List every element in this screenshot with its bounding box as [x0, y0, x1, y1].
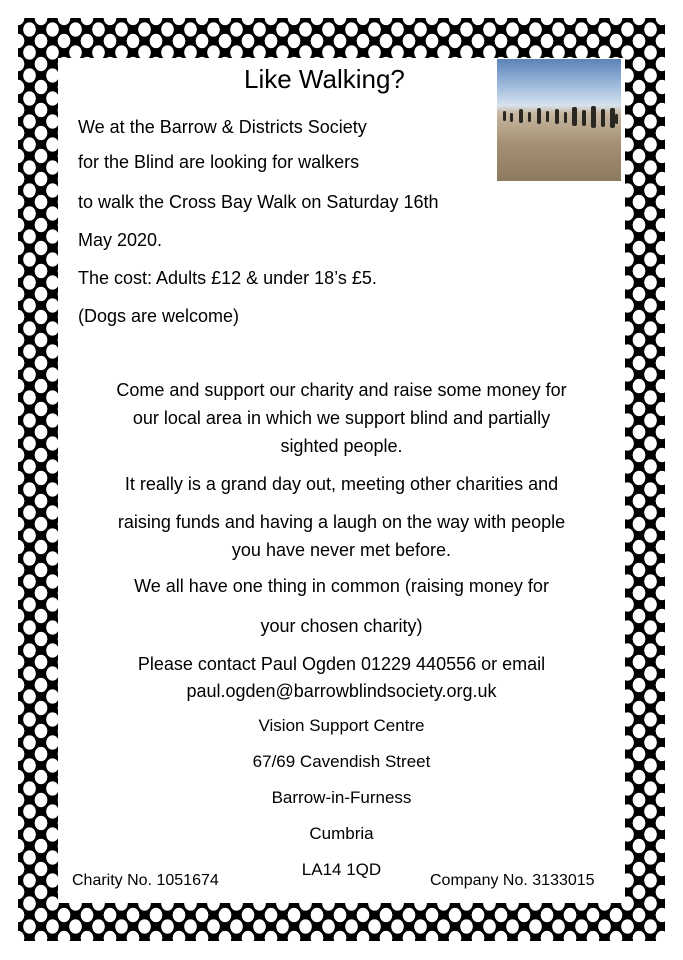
walkers-photo — [497, 59, 621, 181]
contact-line: Please contact Paul Ogden 01229 440556 or email — [137, 654, 546, 674]
address-line: LA14 1QD — [301, 860, 382, 879]
grand-day-line: It really is a grand day out, meeting other charities and — [124, 474, 559, 494]
poster-title: Like Walking? — [244, 64, 405, 94]
intro-line: We at the Barrow & Districts Society — [78, 117, 367, 137]
intro-line: to walk the Cross Bay Walk on Saturday 16th — [78, 192, 439, 212]
intro-line: for the Blind are looking for walkers — [78, 152, 360, 172]
address-line: Barrow-in-Furness — [271, 788, 412, 807]
support-paragraph: Come and support our charity and raise some money for our local area in which we support blind and partially sighted people. — [116, 380, 567, 456]
common-line: your chosen charity) — [260, 616, 423, 636]
grand-day-line: you have never met before. — [231, 540, 452, 560]
intro-line: May 2020. — [78, 230, 163, 250]
address-line: Vision Support Centre — [258, 716, 425, 735]
intro-line: The cost: Adults £12 & under 18’s £5. — [78, 268, 377, 288]
company-number: Company No. 3133015 — [430, 872, 595, 889]
charity-number: Charity No. 1051674 — [72, 872, 219, 889]
intro-line: (Dogs are welcome) — [78, 306, 240, 326]
address-line: 67/69 Cavendish Street — [252, 752, 431, 771]
contact-email: paul.ogden@barrowblindsociety.org.uk — [186, 681, 497, 701]
common-line: We all have one thing in common (raising money for — [134, 576, 549, 596]
grand-day-line: raising funds and having a laugh on the way with people — [117, 512, 566, 532]
address-line: Cumbria — [309, 824, 374, 843]
